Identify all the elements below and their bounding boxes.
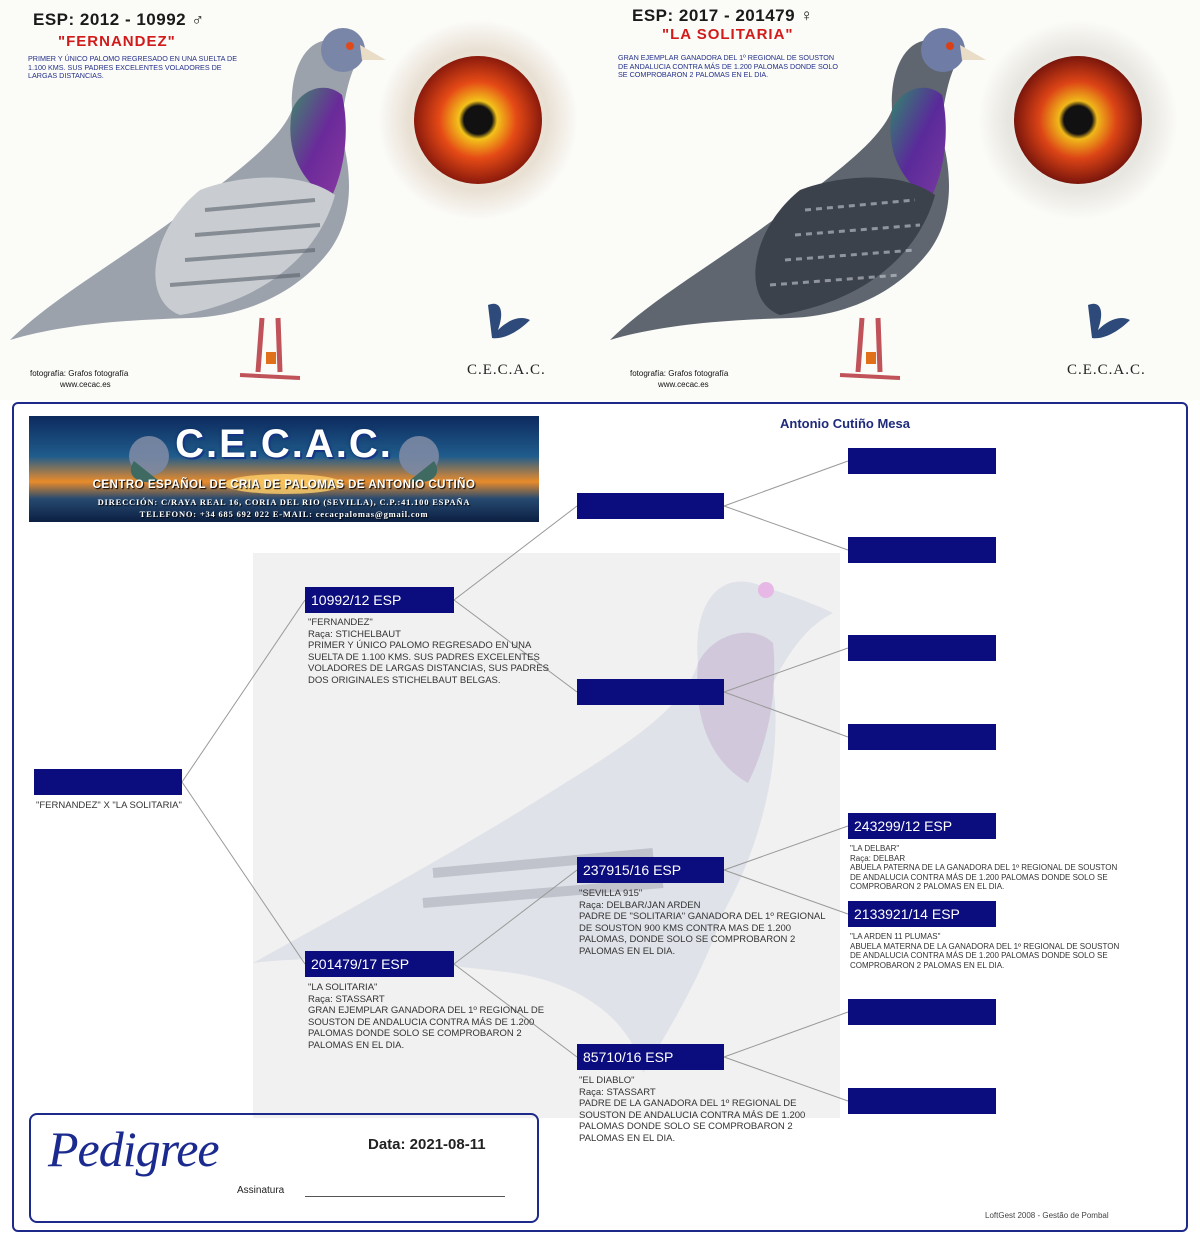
dam-sire-notes: PADRE DE "SOLITARIA" GANADORA DEL 1º REGIONAL DE SOUSTON 900 KMS CONTRA MAS DE 1.200 PALOMAS, DONDE SOLO SE COMPROBARON 2 PALOMAS EN EL DIA.	[579, 911, 826, 957]
dam-breed: Raça: STASSART	[308, 993, 385, 1005]
subject-info: "FERNANDEZ" X "LA SOLITARIA"	[36, 800, 182, 811]
dam-dam-ring-box[interactable]: 85710/16 ESP	[577, 1044, 724, 1070]
dam-sire-breed: Raça: DELBAR/JAN ARDEN	[579, 899, 701, 911]
ggp-ring-box[interactable]	[848, 1088, 996, 1114]
sire-dam-ring-box[interactable]	[577, 679, 724, 705]
ggp-info	[850, 932, 1120, 970]
dam-dam-name: "EL DIABLO"	[579, 1075, 635, 1086]
sire-name: "FERNANDEZ"	[308, 617, 373, 628]
dam-sire-ring-box[interactable]: 237915/16 ESP	[577, 857, 724, 883]
sire-sire-ring-box[interactable]	[577, 493, 724, 519]
card-description: PRIMER Y ÚNICO PALOMO REGRESADO EN UNA SUELTA DE 1.100 KMS. SUS PADRES EXCELENTES VOLADORES DE LARGAS DISTANCIAS.	[28, 54, 238, 80]
banner-contact: TELEFONO: +34 685 692 022 E-MAIL: cecacpalomas@gmail.com	[139, 509, 429, 519]
card-description: GRAN EJEMPLAR GANADORA DEL 1º REGIONAL DE SOUSTON DE ANDALUCIA CONTRA MÁS DE 1.200 PALOMAS DONDE SOLO SE COMPROBARON 2 PALOMAS EN EL DIA.	[618, 53, 838, 79]
photo-credit	[30, 368, 128, 390]
cecac-logo-text: C.E.C.A.C.	[467, 362, 546, 378]
ggp-notes: ABUELA MATERNA DE LA GANADORA DEL 1º REGIONAL DE SOUSTON DE ANDALUCIA CONTRA MÁS DE 1.200 PALOMAS DONDE SOLO SE COMPROBARON 2 PALOMAS EN EL DIA.	[850, 941, 1120, 970]
dam-ring-box[interactable]: 201479/17 ESP	[305, 951, 454, 977]
ggp-info	[850, 844, 1130, 892]
photo-card-sire	[0, 0, 600, 400]
ggp-ring-box[interactable]	[848, 635, 996, 661]
ggp-notes: ABUELA PATERNA DE LA GANADORA DEL 1º REGIONAL DE SOUSTON DE ANDALUCIA CONTRA MÁS DE 1.200 PALOMAS DONDE SOLO SE COMPROBARON 2 PALOMAS EN EL DIA.	[850, 863, 1118, 891]
card-title: ESP: 2017 - 201479 ♀	[632, 6, 814, 25]
dam-sire-info	[579, 888, 829, 957]
ggp-ring-box[interactable]	[848, 537, 996, 563]
dam-info	[308, 982, 563, 1051]
pedigree-date: Data: 2021-08-11	[368, 1136, 486, 1153]
ggp-breed: Raça: DELBAR	[850, 853, 906, 863]
sire-ring-box[interactable]: 10992/12 ESP	[305, 587, 454, 613]
photo-card-dam	[600, 0, 1200, 400]
sire-breed: Raça: STICHELBAUT	[308, 628, 401, 640]
banner-address: DIRECCIÓN: C/RAYA REAL 16, CORIA DEL RIO (SEVILLA), C.P.:41.100 ESPAÑA	[97, 497, 471, 507]
ggp-ring-box[interactable]	[848, 448, 996, 474]
dam-sire-name: "SEVILLA 915"	[579, 888, 643, 899]
card-name: "FERNANDEZ"	[58, 33, 176, 50]
credit-url: www.cecac.es	[658, 380, 709, 389]
ggp-ring-box[interactable]	[848, 999, 996, 1025]
dam-name: "LA SOLITARIA"	[308, 982, 378, 993]
credit-url: www.cecac.es	[60, 380, 111, 389]
signature-label: Assinatura	[237, 1185, 285, 1196]
ggp-ring-box[interactable]	[848, 724, 996, 750]
software-credit: LoftGest 2008 - Gestão de Pombal	[985, 1211, 1109, 1220]
card-title: ESP: 2012 - 10992 ♂	[33, 10, 205, 29]
banner-subtitle: CENTRO ESPAÑOL DE CRIA DE PALOMAS DE ANTONIO CUTIÑO	[92, 479, 476, 491]
credit-line: fotografía: Grafos fotografía	[630, 369, 729, 378]
ggp-ring-box[interactable]: 2133921/14 ESP	[848, 901, 996, 927]
dam-dam-notes: PADRE DE LA GANADORA DEL 1º REGIONAL DE SOUSTON DE ANDALUCIA CONTRA MÁS DE 1.200 PALOMAS DONDE SOLO SE COMPROBARON 2 PALOMAS EN EL DIA.	[579, 1098, 806, 1144]
dam-notes: GRAN EJEMPLAR GANADORA DEL 1º REGIONAL DE SOUSTON DE ANDALUCIA CONTRA MÁS DE 1.200 PALOMAS DONDE SOLO SE COMPROBARON 2 PALOMAS EN EL DIA.	[308, 1005, 545, 1051]
cecac-banner	[29, 416, 539, 522]
subject-ring-box[interactable]	[34, 769, 182, 795]
signature-line[interactable]	[305, 1196, 505, 1197]
dam-dam-breed: Raça: STASSART	[579, 1086, 656, 1098]
ggp-name: "LA DELBAR"	[850, 844, 900, 853]
dam-dam-info	[579, 1075, 834, 1144]
banner-title: C.E.C.A.C.	[175, 422, 393, 466]
card-name: "LA SOLITARIA"	[662, 26, 794, 43]
credit-line: fotografía: Grafos fotografía	[30, 369, 129, 378]
ggp-name: "LA ARDEN 11 PLUMAS"	[850, 932, 941, 941]
pedigree-logo-text: Pedigree	[48, 1121, 219, 1177]
ggp-ring-box[interactable]: 243299/12 ESP	[848, 813, 996, 839]
photo-credit	[630, 368, 728, 390]
cecac-logo-text: C.E.C.A.C.	[1067, 362, 1146, 378]
sire-info	[308, 617, 558, 686]
breeder-name: Antonio Cutiño Mesa	[780, 416, 910, 431]
sire-notes: PRIMER Y ÚNICO PALOMO REGRESADO EN UNA SUELTA DE 1.100 KMS. SUS PADRES EXCELENTES VOLADORES DE LARGAS DISTANCIAS, SUS PADRES DOS ORIGINALES STICHELBAUT BELGAS.	[308, 640, 549, 686]
